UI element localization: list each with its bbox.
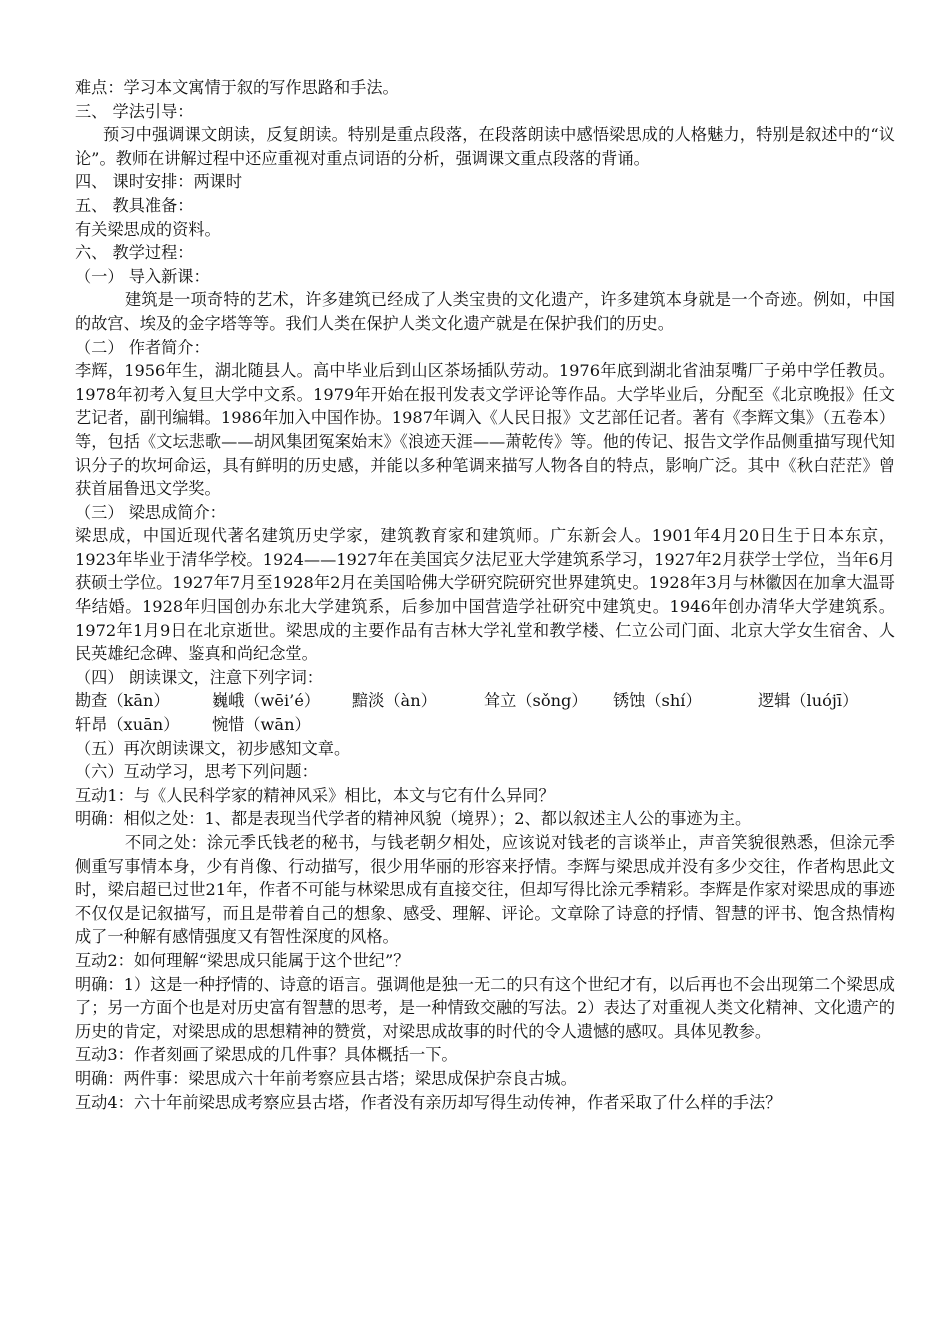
- answer-3: 明确：两件事：梁思成六十年前考察应县古塔；梁思成保护奈良古城。: [75, 1068, 577, 1088]
- vocab-word: 耸立（sǒng）: [484, 691, 588, 711]
- document-page: [75, 76, 895, 1114]
- question-1: 互动1：与《人民科学家的精神风采》相比，本文与它有什么异同？: [75, 785, 555, 805]
- vocab-word: 惋惜（wān）: [212, 715, 311, 735]
- vocab-word: 巍峨（wēi’é）: [212, 691, 321, 711]
- vocab-word: 锈蚀（shí）: [613, 691, 702, 711]
- answer-2: 明确：1）这是一种抒情的、诗意的语言。强调他是独一无二的只有这个世纪才有，以后再也不会出现第二个梁思成了；另一方面个也是对历史富有智慧的思考，是一种情致交融的写法。2）表达了对重视人类文化精神、文化遗产的历史的肯定，对梁思成的思想精神的赞赏，对梁思成故事的时代的令人遗憾的感叹。具体见教参。: [75, 974, 895, 1041]
- heading-4-schedule: 四、 课时安排：两课时: [75, 172, 243, 192]
- section-6-heading: （六）互动学习，思考下列问题：: [75, 762, 318, 782]
- paragraph-liang: 梁思成，中国近现代著名建筑历史学家，建筑教育家和建筑师。广东新会人。1901年4月20日生于日本东京，1923年毕业于清华学校。1924——1927年在美国宾夕法尼亚大学建筑系学习，1927年2月获学士学位，当年6月获硕士学位。1927年7月至1928年2月在美国哈佛大学研究院研究世界建筑史。1928年3月与林徽因在加拿大温哥华结婚。1928年归国创办东北大学建筑系，后参加中国营造学社研究中建筑史。1946年创办清华大学建筑系。1972年1月9日在北京逝世。梁思成的主要作品有吉林大学礼堂和教学楼、仁立公司门面、北京大学女生宿舍、人民英雄纪念碑、鉴真和尚纪念堂。: [75, 526, 895, 664]
- paragraph-study-method: 预习中强调课文朗读，反复朗读。特别是重点段落，在段落朗读中感悟梁思成的人格魅力，特别是叙述中的“议论”。教师在讲解过程中还应重视对重点词语的分析，强调课文重点段落的背诵。: [75, 125, 895, 168]
- section-3-heading: （三） 梁思成简介：: [75, 502, 226, 522]
- vocab-word: 轩昂（xuān）: [75, 715, 180, 735]
- heading-6-process: 六、 教学过程：: [75, 243, 194, 263]
- vocab-word: 黯淡（àn）: [352, 691, 437, 711]
- answer-1-differences: 不同之处：涂元季氏钱老的秘书，与钱老朝夕相处，应该说对钱老的言谈举止，声音笑貌很熟悉，但涂元季侧重写事情本身，少有肖像、行动描写，很少用华丽的形容来抒情。李辉与梁思成并没有多少交往，作者构思此文时，梁启超已过世21年，作者不可能与林梁思成有直接交往，但却写得比涂元季精彩。李辉是作家对梁思成的事迹不仅仅是记叙描写，而且是带着自己的想象、感受、理解、评论。文章除了诗意的抒情、智慧的评书、饱含热情构成了一种解有感情强度又有智性深度的风格。: [75, 833, 895, 947]
- vocab-word: 逻辑（luójī）: [758, 691, 859, 711]
- paragraph-intro: 建筑是一项奇特的艺术，许多建筑已经成了人类宝贵的文化遗产，许多建筑本身就是一个奇迹。例如，中国的故宫、埃及的金字塔等等。我们人类在保护人类文化遗产就是在保护我们的历史。: [75, 290, 895, 333]
- question-3: 互动3：作者刻画了梁思成的几件事？具体概括一下。: [75, 1045, 458, 1065]
- section-4-heading: （四） 朗读课文，注意下列字词：: [75, 667, 323, 687]
- vocab-row-1: [75, 689, 895, 713]
- vocab-word: 勘查（kān）: [75, 691, 170, 711]
- vocab-row-2: [75, 713, 895, 737]
- heading-5-materials: 五、 教具准备：: [75, 195, 194, 215]
- section-2-heading: （二） 作者简介：: [75, 337, 210, 357]
- question-2: 互动2：如何理解“梁思成只能属于这个世纪”？: [75, 950, 410, 970]
- section-5-heading: （五）再次朗读课文，初步感知文章。: [75, 738, 351, 758]
- section-1-heading: （一） 导入新课：: [75, 266, 210, 286]
- difficulty-line: 难点：学习本文寓情于叙的写作思路和手法。: [75, 78, 399, 97]
- question-4: 互动4：六十年前梁思成考察应县古塔，作者没有亲历却写得生动传神，作者采取了什么样的手法？: [75, 1092, 782, 1112]
- answer-1-similarities: 明确：相似之处：1、都是表现当代学者的精神风貌（境界）；2、都以叙述主人公的事迹为主。: [75, 809, 752, 829]
- heading-3-study-method: 三、 学法引导：: [75, 101, 194, 121]
- paragraph-author: 李辉，1956年生，湖北随县人。高中毕业后到山区茶场插队劳动。1976年底到湖北省油泵嘴厂子弟中学任教员。1978年初考入复旦大学中文系。1979年开始在报刊发表文学评论等作品。大学毕业后，分配至《北京晚报》任文艺记者，副刊编辑。1986年加入中国作协。1987年调入《人民日报》文艺部任记者。著有《李辉文集》（五卷本）等，包括《文坛悲歌——胡风集团冤案始末》《浪迹天涯——萧乾传》等。他的传记、报告文学作品侧重描写现代知识分子的坎坷命运，具有鲜明的历史感，并能以多种笔调来描写人物各自的特点，影响广泛。其中《秋白茫茫》曾获首届鲁迅文学奖。: [75, 361, 895, 499]
- materials-line: 有关梁思成的资料。: [75, 219, 221, 239]
